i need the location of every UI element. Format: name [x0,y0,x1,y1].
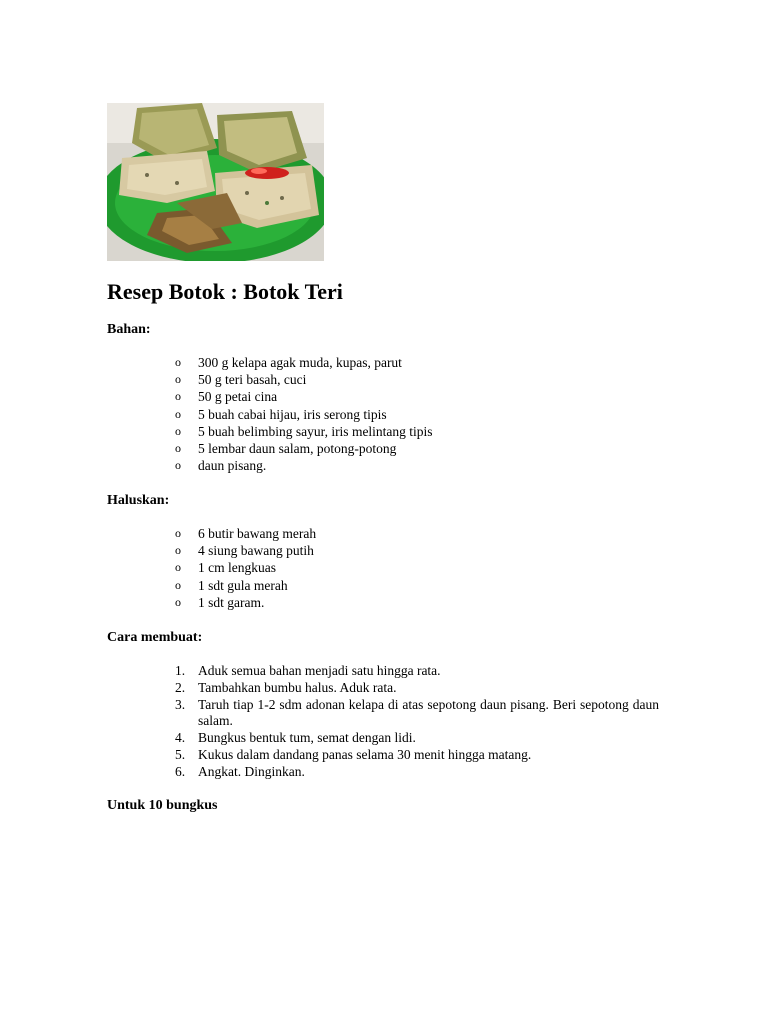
bahan-heading: Bahan: [107,322,151,337]
step-item: 1. Aduk semua bahan menjadi satu hingga rata. [175,663,441,678]
bullet: o [175,526,181,540]
list-item: o 50 g petai cina [175,389,278,405]
list-item: o 1 sdt gula merah [175,577,288,593]
botok-teri-photo [107,103,324,261]
step-number: 3. [175,696,186,712]
haluskan-heading: Haluskan: [107,493,170,508]
haluskan-list [175,525,316,611]
cara-steps [175,663,659,781]
bahan-list [175,354,433,474]
step-item: 6. Angkat. Dinginkan. [175,763,305,779]
step-number: 1. [175,663,186,678]
list-item: o 50 g teri basah, cuci [175,372,307,388]
bullet: o [175,458,181,473]
step-number: 4. [175,730,186,746]
step-item: 4. Bungkus bentuk tum, semat dengan lidi. [175,730,416,746]
list-item: o 5 lembar daun salam, potong-potong [175,441,397,457]
bullet: o [175,543,181,558]
step-item: 3. Taruh tiap 1-2 sdm adonan kelapa di atas sepotong daun pisang. Beri sepotong daun salam. [175,696,659,729]
bullet: o [175,389,181,404]
step-item: 2. Tambahkan bumbu halus. Aduk rata. [175,679,397,695]
step-number: 5. [175,746,186,762]
bullet: o [175,406,181,421]
bullet: o [175,560,181,575]
bullet: o [175,594,181,609]
bullet: o [175,372,181,387]
yield-note: Untuk 10 bungkus [107,798,218,813]
list-item: o 6 butir bawang merah [175,526,317,541]
list-item: o 4 siung bawang putih [175,543,314,559]
cara-heading: Cara membuat: [107,630,203,645]
list-item: o daun pisang. [175,458,267,474]
bullet: o [175,355,181,369]
list-item: o 1 cm lengkuas [175,560,276,576]
page-title: Resep Botok : Botok Teri [107,279,343,304]
step-number: 6. [175,763,186,779]
list-item: o 300 g kelapa agak muda, kupas, parut [175,355,402,370]
bullet: o [175,423,181,438]
bullet: o [175,577,181,592]
bullet: o [175,441,181,456]
list-item: o 5 buah cabai hijau, iris serong tipis [175,406,387,422]
list-item: o 1 sdt garam. [175,594,265,610]
list-item: o 5 buah belimbing sayur, iris melintang tipis [175,423,433,439]
step-item: 5. Kukus dalam dandang panas selama 30 menit hingga matang. [175,746,532,762]
step-number: 2. [175,679,186,695]
